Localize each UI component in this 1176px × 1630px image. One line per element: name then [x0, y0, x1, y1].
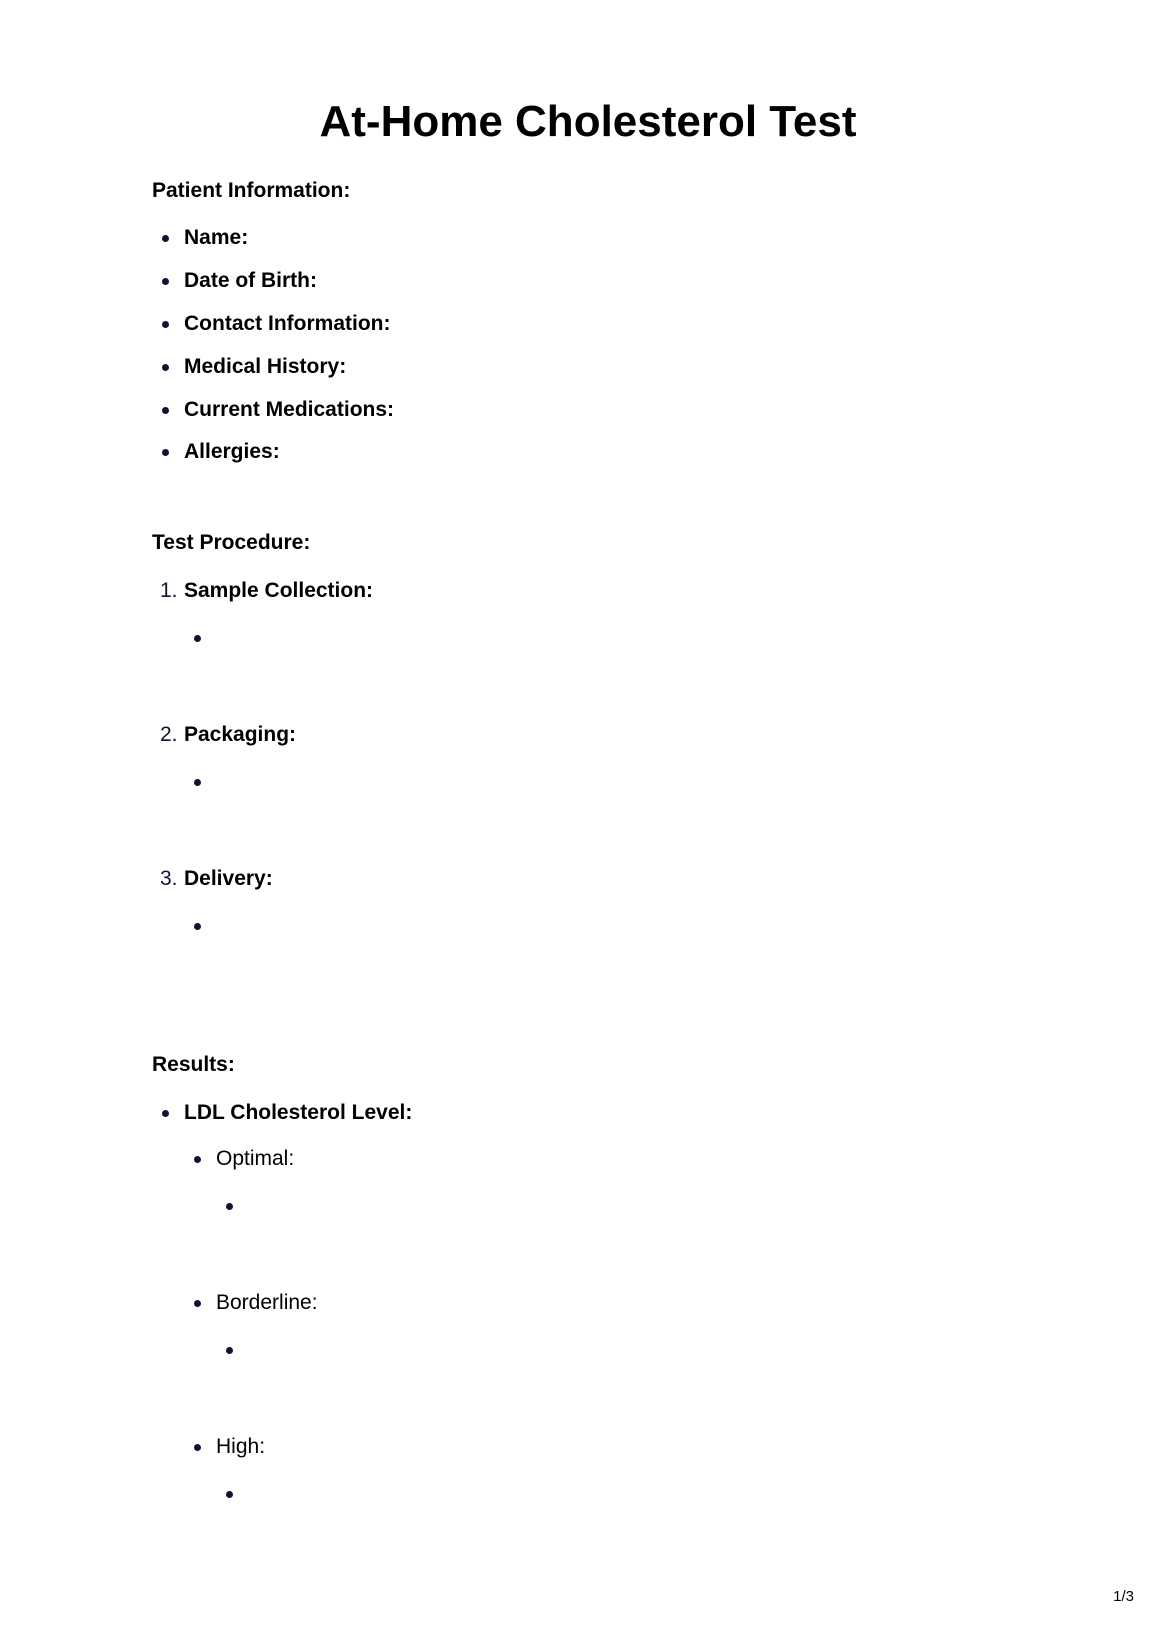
step-sample-collection-label: Sample Collection:	[184, 579, 374, 602]
list-bullet	[194, 1156, 201, 1163]
step-delivery-label: Delivery:	[184, 867, 273, 890]
list-bullet	[162, 1110, 169, 1117]
document-title: At-Home Cholesterol Test	[319, 97, 857, 146]
field-allergies-label: Allergies:	[184, 440, 280, 463]
list-bullet	[162, 364, 169, 371]
field-name-label: Name:	[184, 226, 249, 249]
list-bullet	[226, 1491, 233, 1498]
ldl-cholesterol-level-label: LDL Cholesterol Level:	[184, 1101, 413, 1124]
list-bullet	[162, 235, 169, 242]
field-date-of-birth-label: Date of Birth:	[184, 269, 317, 292]
list-bullet	[226, 1203, 233, 1210]
list-bullet	[194, 779, 201, 786]
level-borderline-label: Borderline:	[216, 1291, 318, 1314]
list-bullet	[194, 923, 201, 930]
list-bullet	[194, 1444, 201, 1451]
step-number: 3.	[160, 867, 178, 890]
list-bullet	[162, 278, 169, 285]
level-optimal-label: Optimal:	[216, 1147, 295, 1170]
level-high-label: High:	[216, 1435, 266, 1458]
list-bullet	[226, 1347, 233, 1354]
page-number: 1/3	[1113, 1588, 1134, 1605]
patient-information-heading: Patient Information:	[152, 179, 351, 202]
list-bullet	[162, 407, 169, 414]
field-medical-history-label: Medical History:	[184, 355, 347, 378]
list-bullet	[162, 321, 169, 328]
field-contact-information-label: Contact Information:	[184, 312, 391, 335]
test-procedure-heading: Test Procedure:	[152, 531, 311, 554]
step-packaging-label: Packaging:	[184, 723, 297, 746]
step-number: 1.	[160, 579, 178, 602]
list-bullet	[194, 1300, 201, 1307]
results-heading: Results:	[152, 1053, 235, 1076]
list-bullet	[162, 449, 169, 456]
list-bullet	[194, 635, 201, 642]
field-current-medications-label: Current Medications:	[184, 398, 395, 421]
step-number: 2.	[160, 723, 178, 746]
